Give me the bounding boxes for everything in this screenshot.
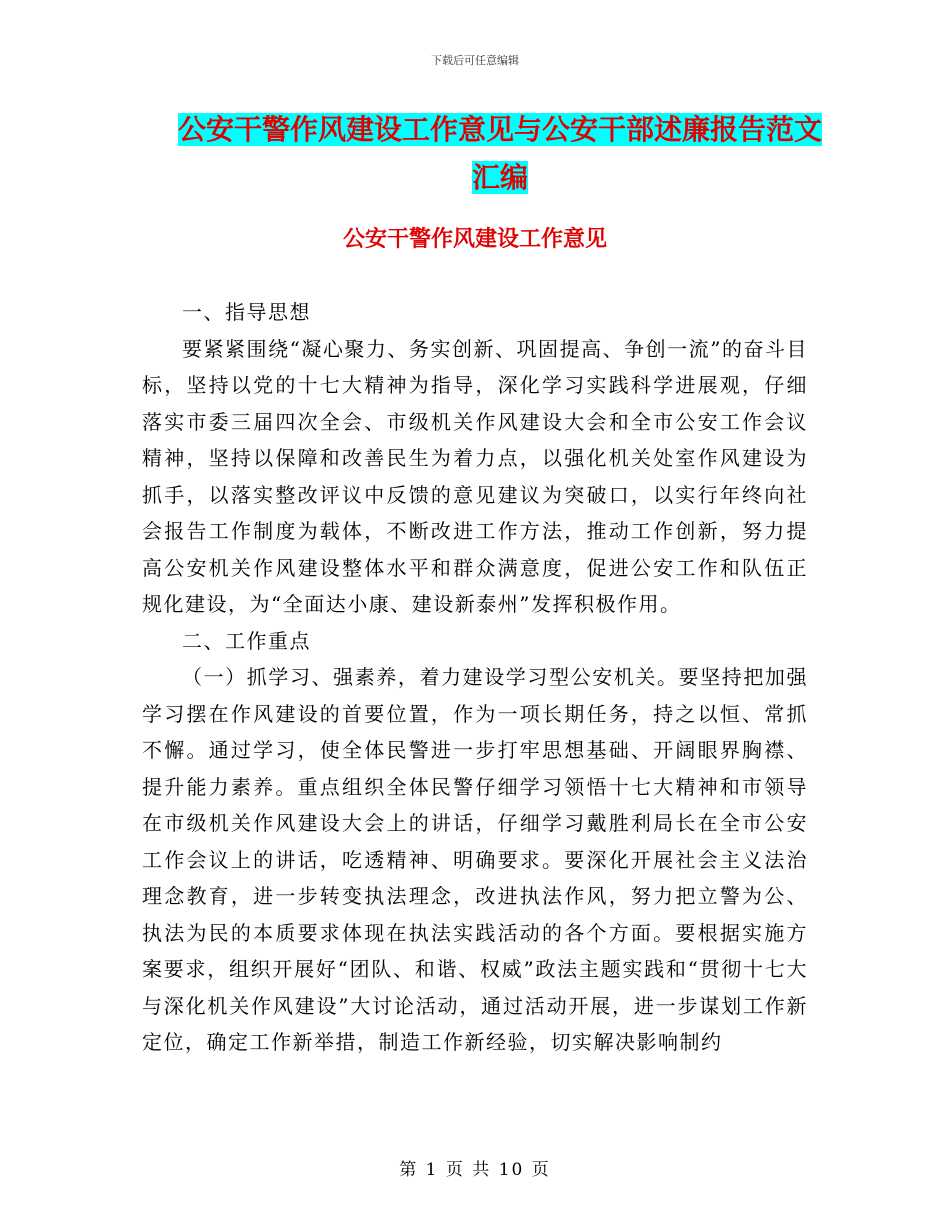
- document-title: [140, 106, 860, 202]
- paragraph-work-focus-1: （一）抓学习、强素养，着力建设学习型公安机关。要坚持把加强学习摆在作风建设的首要位置，作为一项长期任务，持之以恒、常抓不懈。通过学习，使全体民警进一步打牢思想基础、开阔眼界胸襟、提升能力素养。重点组织全体民警仔细学习领悟十七大精神和市领导在市级机关作风建设大会上的讲话，仔细学习戴胜利局长在全市公安工作会议上的讲话，吃透精神、明确要求。要深化开展社会主义法治理念教育，进一步转变执法理念，改进执法作风，努力把立警为公、执法为民的本质要求体现在执法实践活动的各个方面。要根据实施方案要求，组织开展好“团队、和谐、权威”政法主题实践和“贯彻十七大与深化机关作风建设”大讨论活动，通过活动开展，进一步谋划工作新定位，确定工作新举措，制造工作新经验，切实解决影响制约: [142, 665, 808, 1054]
- paragraph-guiding-thought: 要紧紧围绕“凝心聚力、务实创新、巩固提高、争创一流”的奋斗目标，坚持以党的十七大精神为指导，深化学习实践科学进展观，仔细落实市委三届四次全会、市级机关作风建设大会和全市公安工作会议精神，坚持以保障和改善民生为着力点，以强化机关处室作风建设为抓手，以落实整改评议中反馈的意见建议为突破口，以实行年终向社会报告工作制度为载体，不断改进工作方法，推动工作创新，努力提高公安机关作风建设整体水平和群众满意度，促进公安工作和队伍正规化建设，为“全面达小康、建设新泰州”发挥积极作用。: [142, 336, 808, 616]
- heading-guiding-thought: 一、指导思想: [182, 300, 311, 324]
- body-text: [142, 294, 808, 1061]
- page-footer: 第 1 页 共 10 页: [399, 1160, 551, 1180]
- title-line-2: 汇编: [471, 161, 528, 194]
- header-note: 下载后可任意编辑: [431, 54, 519, 67]
- heading-work-focus: 二、工作重点: [182, 628, 311, 653]
- section-title: 公安干警作风建设工作意见: [342, 227, 607, 252]
- title-line-1: 公安干警作风建设工作意见与公安干部述廉报告范文: [177, 113, 822, 146]
